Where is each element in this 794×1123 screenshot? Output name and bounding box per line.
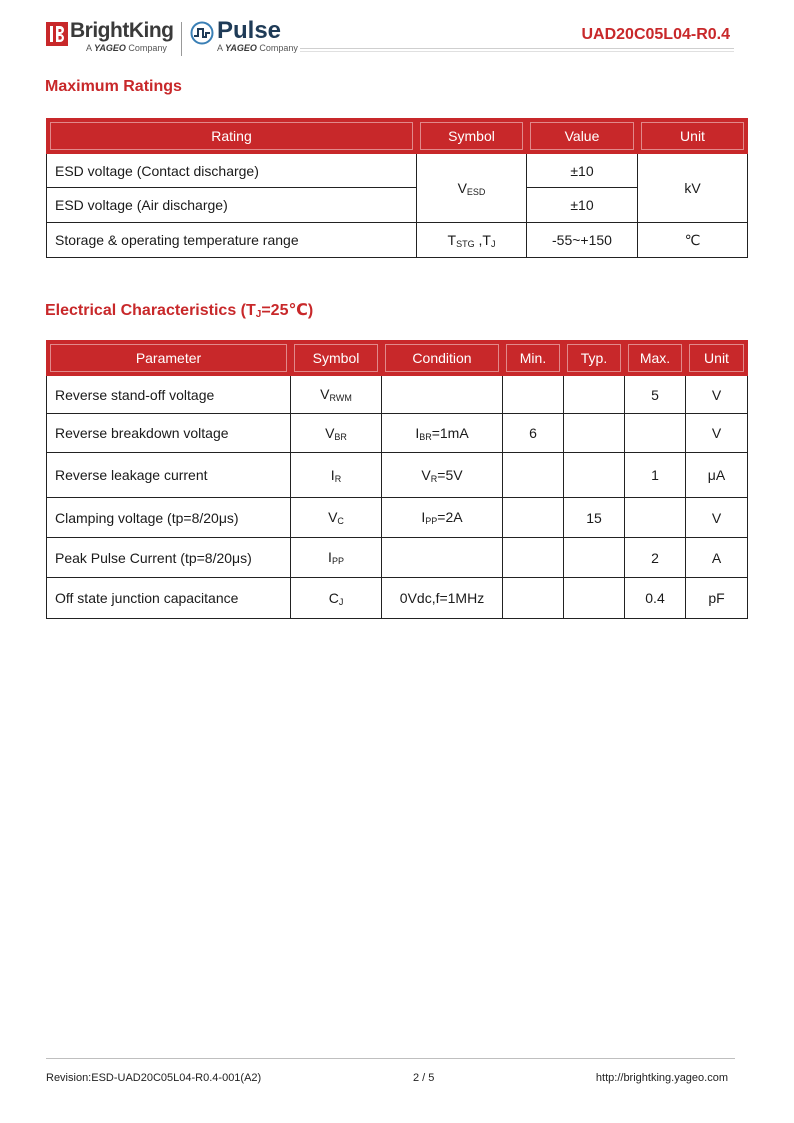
symbol-cell: $V_{RWM}$ xyxy=(291,376,382,414)
electrical-table xyxy=(46,340,748,619)
table-row xyxy=(47,538,748,578)
table-row xyxy=(47,154,748,188)
col-header-rating: Rating xyxy=(47,119,417,154)
col-header-condition: Condition xyxy=(382,341,503,376)
col-header-unit: Unit xyxy=(638,119,748,154)
condition-cell xyxy=(382,376,503,414)
col-header-typ: Typ. xyxy=(564,341,625,376)
col-header-parameter: Parameter xyxy=(47,341,291,376)
symbol-cell: $V_{BR}$ xyxy=(291,414,382,453)
parameter-cell: Off state junction capacitance xyxy=(47,578,291,619)
esd-unit-cell: kV xyxy=(638,154,748,223)
brightking-name: BrightKing xyxy=(70,19,174,42)
min-cell xyxy=(503,376,564,414)
typ-cell xyxy=(564,376,625,414)
min-cell xyxy=(503,498,564,538)
pulse-mark-icon xyxy=(190,21,214,45)
symbol-cell: $C_J$ xyxy=(291,578,382,619)
header-rule xyxy=(300,48,734,49)
page-header xyxy=(0,0,794,60)
condition-cell: $I_{PP}=2A$ xyxy=(382,498,503,538)
max-cell xyxy=(625,414,686,453)
min-cell: 6 xyxy=(503,414,564,453)
table-row xyxy=(47,578,748,619)
typ-cell xyxy=(564,414,625,453)
header-rule-secondary xyxy=(300,51,734,52)
col-header-unit: Unit xyxy=(686,341,748,376)
rating-cell: ESD voltage (Contact discharge) xyxy=(47,154,417,188)
table-row xyxy=(47,498,748,538)
typ-cell xyxy=(564,538,625,578)
temp-symbol-cell: $T_{STG}$ $,T_J$ xyxy=(417,223,527,258)
condition-cell: $V_R=5V$ xyxy=(382,453,503,498)
brightking-mark-icon xyxy=(46,20,68,48)
symbol-cell: $I_R$ xyxy=(291,453,382,498)
col-header-symbol: Symbol xyxy=(291,341,382,376)
max-cell: 2 xyxy=(625,538,686,578)
col-header-symbol: Symbol xyxy=(417,119,527,154)
parameter-cell: Reverse breakdown voltage xyxy=(47,414,291,453)
table-header-row xyxy=(47,119,748,154)
pulse-logo xyxy=(190,17,310,56)
table-row xyxy=(47,453,748,498)
max-cell: 1 xyxy=(625,453,686,498)
electrical-title: Electrical Characteristics $(T_J=25℃)$ xyxy=(45,302,314,320)
symbol-cell: $I_{PP}$ xyxy=(291,538,382,578)
esd-symbol-cell: $V_{ESD}$ xyxy=(417,154,527,223)
parameter-cell: Reverse stand-off voltage xyxy=(47,376,291,414)
typ-cell: 15 xyxy=(564,498,625,538)
unit-cell: μA xyxy=(686,453,748,498)
table-row xyxy=(47,376,748,414)
min-cell xyxy=(503,538,564,578)
document-id: UAD20C05L04-R0.4 xyxy=(581,26,730,43)
footer-url[interactable]: http://brightking.yageo.com xyxy=(595,1072,728,1084)
max-ratings-table xyxy=(46,118,748,258)
unit-cell: V xyxy=(686,498,748,538)
parameter-cell: Clamping voltage (tp=8/20μs) xyxy=(47,498,291,538)
pulse-subtitle: A YAGEO Company xyxy=(217,43,298,53)
unit-cell: pF xyxy=(686,578,748,619)
min-cell xyxy=(503,453,564,498)
max-cell: 0.4 xyxy=(625,578,686,619)
unit-cell: ℃ xyxy=(638,223,748,258)
unit-cell: V xyxy=(686,376,748,414)
col-header-value: Value xyxy=(527,119,638,154)
col-header-max: Max. xyxy=(625,341,686,376)
parameter-cell: Peak Pulse Current (tp=8/20μs) xyxy=(47,538,291,578)
condition-cell xyxy=(382,538,503,578)
value-cell: ±10 xyxy=(527,188,638,223)
condition-cell: 0Vdc,f=1MHz xyxy=(382,578,503,619)
brightking-logo xyxy=(46,20,176,56)
footer-rule xyxy=(46,1058,735,1059)
min-cell xyxy=(503,578,564,619)
value-cell: -55~+150 xyxy=(527,223,638,258)
max-cell: 5 xyxy=(625,376,686,414)
brightking-subtitle: A YAGEO Company xyxy=(86,43,167,53)
logo-divider xyxy=(181,22,182,56)
parameter-cell: Reverse leakage current xyxy=(47,453,291,498)
symbol-cell: $V_C$ xyxy=(291,498,382,538)
unit-cell: A xyxy=(686,538,748,578)
rating-cell: Storage & operating temperature range xyxy=(47,223,417,258)
footer-page-number: 2 / 5 xyxy=(413,1072,435,1084)
table-row xyxy=(47,414,748,453)
typ-cell xyxy=(564,453,625,498)
pulse-name: Pulse xyxy=(217,17,282,44)
condition-cell: $I_{BR}=1mA$ xyxy=(382,414,503,453)
rating-cell: ESD voltage (Air discharge) xyxy=(47,188,417,223)
max-ratings-title: Maximum Ratings xyxy=(45,78,182,95)
unit-cell: V xyxy=(686,414,748,453)
footer-revision: Revision:ESD-UAD20C05L04-R0.4-001(A2) xyxy=(46,1072,262,1084)
col-header-min: Min. xyxy=(503,341,564,376)
table-header-row xyxy=(47,341,748,376)
max-cell xyxy=(625,498,686,538)
typ-cell xyxy=(564,578,625,619)
table-row xyxy=(47,223,748,258)
value-cell: ±10 xyxy=(527,154,638,188)
